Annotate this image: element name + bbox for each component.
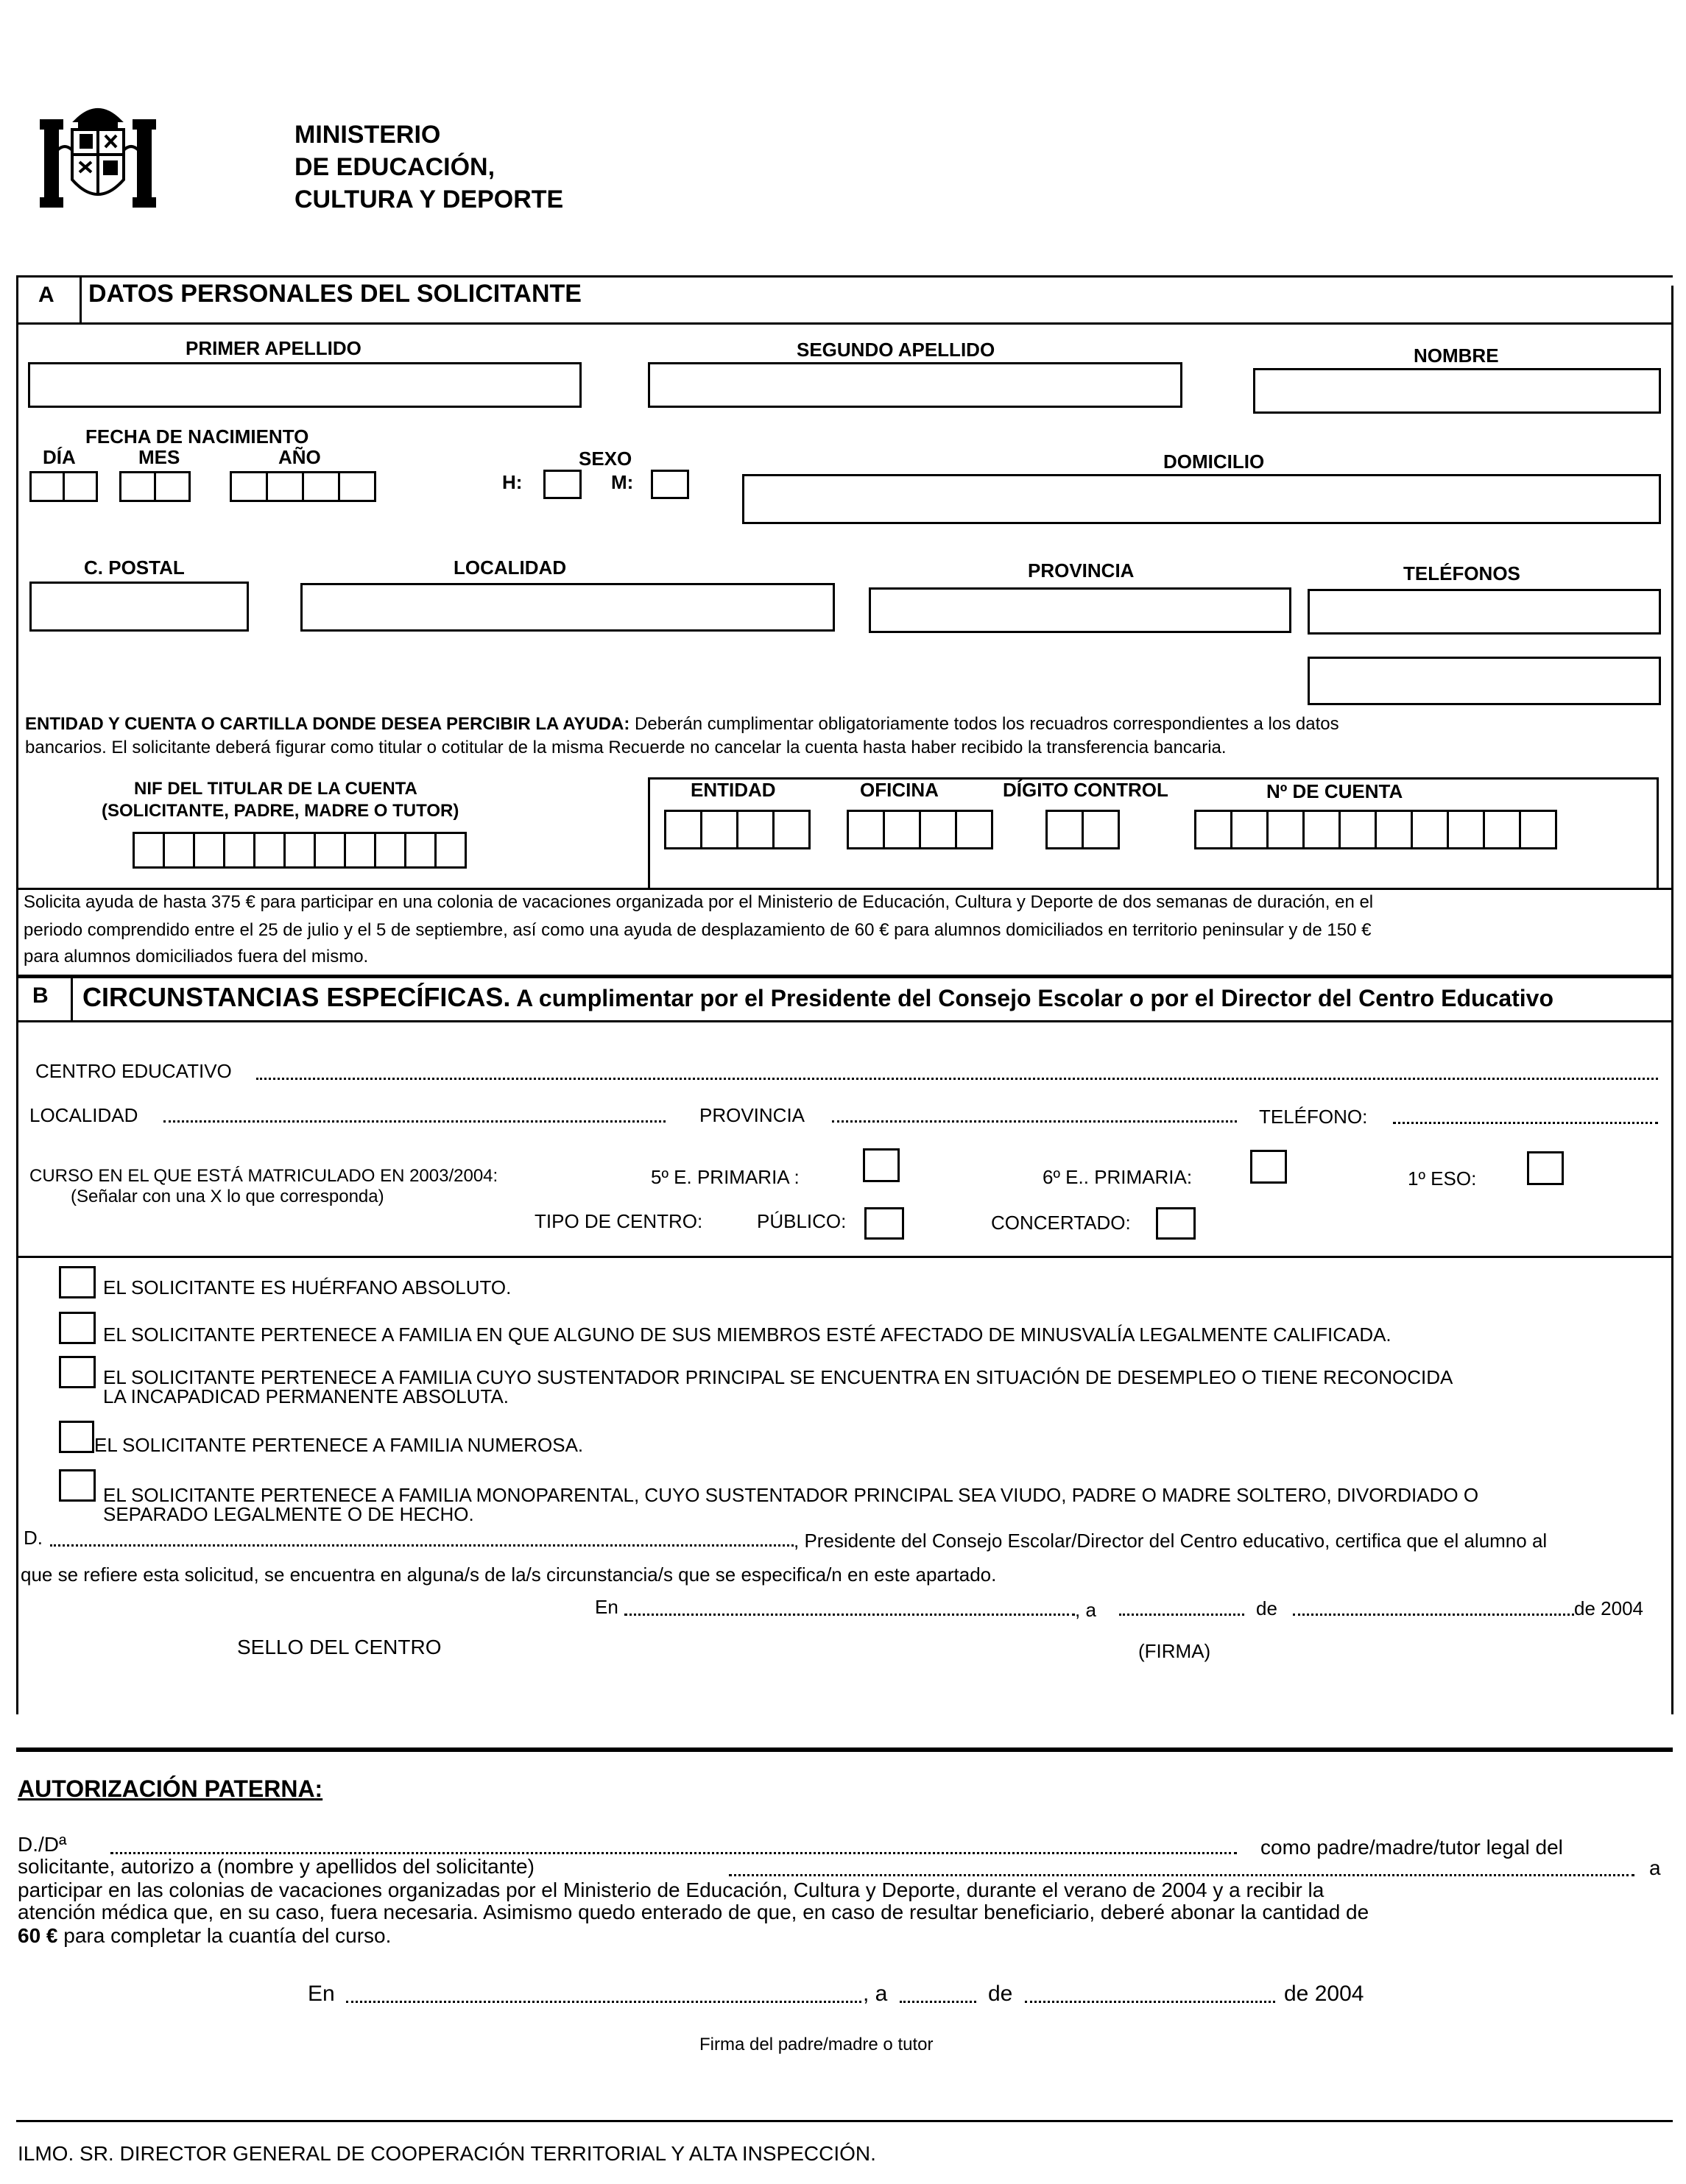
digito-control-cell[interactable] — [1045, 810, 1084, 849]
mes-cell[interactable] — [154, 471, 191, 502]
telefono2-field[interactable] — [1308, 657, 1661, 705]
en-b-label: En — [595, 1596, 618, 1618]
autorizacion-title: AUTORIZACIÓN PATERNA: — [18, 1775, 323, 1802]
entidad-cell[interactable] — [700, 810, 738, 849]
primaria5-checkbox[interactable] — [863, 1148, 900, 1182]
eso1-checkbox[interactable] — [1527, 1151, 1564, 1185]
circ3-label-line1: EL SOLICITANTE PERTENECE A FAMILIA CUYO SUSTENTADOR PRINCIPAL SE ENCUENTRA EN SITUACIÓN DE DESEMPLEO O TIENE RECONOCIDA — [103, 1366, 1453, 1388]
coat-of-arms-icon — [35, 99, 161, 216]
auth-line3: participar en las colonias de vacaciones organizadas por el Ministerio de Educación, Cultura y Deporte, durante el verano de 2004 y a recibir la — [18, 1879, 1325, 1901]
sexo-h-checkbox[interactable] — [543, 470, 582, 499]
oficina-cells[interactable] — [847, 810, 991, 849]
localidad-label: LOCALIDAD — [454, 556, 567, 579]
solicita-line1: Solicita ayuda de hasta 375 € para participar en una colonia de vacaciones organizada por el Ministerio de Educación, Cultura y Deporte de dos semanas de duración, en el — [24, 892, 1374, 912]
circ1-checkbox[interactable] — [59, 1266, 96, 1298]
telefono-b-label: TELÉFONO: — [1259, 1106, 1368, 1128]
autorizo-label: solicitante, autorizo a (nombre y apellidos del solicitante) — [18, 1855, 535, 1878]
anio-cells[interactable] — [230, 471, 374, 502]
n-cuenta-cell[interactable] — [1194, 810, 1232, 849]
primer-apellido-field[interactable] — [28, 362, 582, 408]
sexo-m-checkbox[interactable] — [651, 470, 689, 499]
anio-cell[interactable] — [230, 471, 268, 502]
entidad-label: ENTIDAD — [691, 779, 776, 801]
bank-frame-right — [1657, 777, 1659, 888]
section-a-top-line — [16, 275, 1673, 278]
ministry-line3: CULTURA Y DEPORTE — [294, 185, 564, 213]
auth-line4: atención médica que, en su caso, fuera necesaria. Asimismo quedo enterado de que, en caso de resultar beneficiario, deberé abonar la cantidad de — [18, 1901, 1369, 1923]
parent-name-line[interactable] — [110, 1852, 1237, 1854]
n-cuenta-cells[interactable] — [1194, 810, 1555, 849]
circ2-checkbox[interactable] — [59, 1312, 96, 1344]
nif-label-line2: (SOLICITANTE, PADRE, MADRE O TUTOR) — [102, 801, 459, 821]
firma-auth-label: Firma del padre/madre o tutor — [699, 2035, 934, 2054]
bank-frame-left — [648, 777, 650, 888]
provincia-b-line[interactable] — [832, 1120, 1237, 1123]
section-b-top-line — [16, 975, 1673, 978]
sello-label: SELLO DEL CENTRO — [237, 1636, 442, 1658]
autorizacion-top-line — [16, 1747, 1673, 1752]
primaria6-checkbox[interactable] — [1250, 1150, 1287, 1184]
section-b-letter: B — [32, 983, 49, 1008]
nif-cell[interactable] — [314, 832, 346, 869]
telefono1-field[interactable] — [1308, 589, 1661, 635]
nif-label-line1: NIF DEL TITULAR DE LA CUENTA — [134, 779, 417, 799]
eso1-label: 1º ESO: — [1408, 1167, 1477, 1190]
oficina-cell[interactable] — [955, 810, 993, 849]
solicita-line3: para alumnos domiciliados fuera del mismo. — [24, 947, 369, 966]
n-cuenta-cell[interactable] — [1483, 810, 1521, 849]
nif-cell[interactable] — [404, 832, 437, 869]
domicilio-field[interactable] — [742, 474, 1661, 524]
oficina-cell[interactable] — [883, 810, 921, 849]
a-b-label: , a — [1075, 1599, 1096, 1621]
n-cuenta-cell[interactable] — [1338, 810, 1377, 849]
centro-educativo-line[interactable] — [256, 1078, 1658, 1080]
d-rest-b: , Presidente del Consejo Escolar/Director del Centro educativo, certifica que el alumno al — [794, 1530, 1548, 1552]
primer-apellido-label: PRIMER APELLIDO — [186, 337, 361, 359]
de-year-b-label: de 2004 — [1574, 1597, 1643, 1619]
sexo-h-label: H: — [502, 471, 523, 493]
entidad-cells[interactable] — [664, 810, 808, 849]
concertado-label: CONCERTADO: — [991, 1212, 1131, 1234]
nif-cell[interactable] — [374, 832, 406, 869]
form-frame-right — [1671, 286, 1673, 1714]
circ5-label-line2: SEPARADO LEGALMENTE O DE HECHO. — [103, 1503, 474, 1525]
oficina-cell[interactable] — [847, 810, 885, 849]
d-line2-b: que se refiere esta solicitud, se encuentra en alguna/s de la/s circunstancia/s que se especifica/n en este apartado. — [21, 1563, 997, 1586]
provincia-label: PROVINCIA — [1028, 559, 1135, 582]
nif-cell[interactable] — [253, 832, 286, 869]
segundo-apellido-field[interactable] — [648, 362, 1182, 408]
ministry-line1: MINISTERIO — [294, 121, 441, 149]
fecha-nacimiento-label: FECHA DE NACIMIENTO — [85, 425, 309, 448]
n-cuenta-cell[interactable] — [1411, 810, 1449, 849]
n-cuenta-label: Nº DE CUENTA — [1266, 780, 1403, 802]
nif-cell[interactable] — [163, 832, 195, 869]
circ3-checkbox[interactable] — [59, 1356, 96, 1388]
primaria6-label: 6º E.. PRIMARIA: — [1043, 1166, 1193, 1188]
section-b-letter-divider — [71, 976, 73, 1022]
c-postal-label: C. POSTAL — [84, 556, 185, 579]
circ5-label-line1: EL SOLICITANTE PERTENECE A FAMILIA MONOPARENTAL, CUYO SUSTENTADOR PRINCIPAL SEA VIUDO, PADRE O MADRE SOLTERO, DIVORDIADO O — [103, 1484, 1479, 1506]
en-auth-line[interactable] — [346, 2001, 861, 2003]
nombre-field[interactable] — [1253, 368, 1661, 414]
localidad-b-label: LOCALIDAD — [29, 1104, 138, 1126]
section-b-title: CIRCUNSTANCIAS ESPECÍFICAS. A cumplimentar por el Presidente del Consejo Escolar o por el Director del Centro Educativo — [82, 982, 1554, 1012]
circ5-checkbox[interactable] — [59, 1469, 96, 1502]
oficina-label: OFICINA — [860, 779, 939, 801]
centro-educativo-label: CENTRO EDUCATIVO — [35, 1060, 232, 1082]
de-auth-line[interactable] — [1025, 2001, 1275, 2003]
digito-control-label: DÍGITO CONTROL — [1003, 779, 1168, 801]
section-a-title: DATOS PERSONALES DEL SOLICITANTE — [88, 280, 582, 308]
anio-cell[interactable] — [338, 471, 376, 502]
n-cuenta-cell[interactable] — [1302, 810, 1341, 849]
form-frame-left — [16, 275, 18, 1714]
n-cuenta-cell[interactable] — [1447, 810, 1485, 849]
a-b-line[interactable] — [1119, 1614, 1244, 1616]
sexo-label: SEXO — [579, 448, 632, 470]
a-auth-line[interactable] — [900, 2001, 976, 2003]
firma-b-label: (FIRMA) — [1138, 1640, 1211, 1662]
circ4-checkbox[interactable] — [59, 1421, 94, 1453]
director-name-line[interactable] — [50, 1544, 794, 1547]
solicita-line2: periodo comprendido entre el 25 de julio y el 5 de septiembre, así como una ayuda de desplazamiento de 60 € para alumnos domiciliados en territorio peninsular y de 150 € — [24, 920, 1372, 940]
addressee: ILMO. SR. DIRECTOR GENERAL DE COOPERACIÓN TERRITORIAL Y ALTA INSPECCIÓN. — [18, 2142, 876, 2165]
concertado-checkbox[interactable] — [1156, 1207, 1196, 1240]
localidad-field[interactable] — [300, 583, 835, 632]
n-cuenta-cell[interactable] — [1266, 810, 1305, 849]
como-label: como padre/madre/tutor legal del — [1260, 1836, 1563, 1859]
autorizo-a-label: a — [1649, 1856, 1661, 1879]
a-auth-label: , a — [863, 1982, 888, 2006]
sexo-m-label: M: — [611, 471, 634, 493]
anio-cell[interactable] — [302, 471, 340, 502]
section-a-header-bottom — [16, 322, 1673, 325]
circ4-label: EL SOLICITANTE PERTENECE A FAMILIA NUMEROSA. — [94, 1434, 584, 1456]
telefono-b-line[interactable] — [1393, 1122, 1658, 1124]
digito-control-cells[interactable] — [1045, 810, 1118, 849]
nif-cell[interactable] — [193, 832, 225, 869]
n-cuenta-cell[interactable] — [1375, 810, 1413, 849]
circ1-label: EL SOLICITANTE ES HUÉRFANO ABSOLUTO. — [103, 1276, 512, 1298]
anio-label: AÑO — [278, 446, 321, 468]
nombre-label: NOMBRE — [1414, 344, 1499, 367]
entidad-cell[interactable] — [736, 810, 775, 849]
tipo-centro-label: TIPO DE CENTRO: — [535, 1210, 703, 1232]
dia-cells[interactable] — [29, 471, 96, 502]
nif-cell[interactable] — [283, 832, 316, 869]
entidad-cell[interactable] — [772, 810, 811, 849]
nif-cell[interactable] — [344, 832, 376, 869]
mes-cell[interactable] — [119, 471, 156, 502]
nif-cell[interactable] — [223, 832, 255, 869]
segundo-apellido-label: SEGUNDO APELLIDO — [797, 339, 995, 361]
nif-cell[interactable] — [434, 832, 467, 869]
localidad-b-line[interactable] — [163, 1120, 666, 1123]
mes-cells[interactable] — [119, 471, 188, 502]
domicilio-label: DOMICILIO — [1163, 450, 1265, 473]
bank-intro-line2: bancarios. El solicitante deberá figurar como titular o cotitular de la misma Recuerde no cancelar la cuenta hasta haber recibido la transferencia bancaria. — [25, 738, 1227, 757]
d-prefix-b: D. — [24, 1527, 43, 1549]
section-a-letter: A — [38, 283, 54, 307]
mes-label: MES — [138, 446, 180, 468]
bank-intro-line1: ENTIDAD Y CUENTA O CARTILLA DONDE DESEA PERCIBIR LA AYUDA: Deberán cumplimentar obligatoriamente todos los recuadros correspondientes a los datos — [25, 714, 1339, 734]
telefonos-label: TELÉFONOS — [1403, 562, 1520, 584]
de-auth-label: de — [988, 1982, 1013, 2006]
de-b-line[interactable] — [1293, 1614, 1574, 1616]
en-auth-label: En — [308, 1982, 335, 2006]
provincia-b-label: PROVINCIA — [699, 1104, 805, 1126]
dia-label: DÍA — [43, 446, 76, 468]
circumstances-top-line — [16, 1256, 1673, 1258]
form-frame-bottom — [16, 2120, 1673, 2122]
curso-hint: (Señalar con una X lo que corresponda) — [71, 1187, 384, 1206]
auth-line5: 60 € para completar la cuantía del curso. — [18, 1924, 392, 1947]
c-postal-field[interactable] — [29, 582, 249, 632]
circ3-label-line2: LA INCAPADICAD PERMANENTE ABSOLUTA. — [103, 1385, 509, 1407]
n-cuenta-cell[interactable] — [1519, 810, 1557, 849]
n-cuenta-cell[interactable] — [1230, 810, 1269, 849]
curso-label: CURSO EN EL QUE ESTÁ MATRICULADO EN 2003/2004: — [29, 1166, 498, 1186]
applicant-name-line[interactable] — [729, 1874, 1634, 1876]
de-b-label: de — [1256, 1597, 1277, 1619]
primaria5-label: 5º E. PRIMARIA : — [651, 1166, 800, 1188]
section-a-letter-divider — [80, 275, 82, 324]
anio-cell[interactable] — [266, 471, 304, 502]
nif-cell[interactable] — [133, 832, 165, 869]
nif-cells[interactable] — [133, 832, 465, 869]
dia-cell[interactable] — [29, 471, 65, 502]
publico-checkbox[interactable] — [864, 1207, 904, 1240]
ministry-line2: DE EDUCACIÓN, — [294, 153, 495, 181]
digito-control-cell[interactable] — [1082, 810, 1120, 849]
dia-cell[interactable] — [63, 471, 98, 502]
de-year-auth-label: de 2004 — [1284, 1982, 1364, 2006]
circ2-label: EL SOLICITANTE PERTENECE A FAMILIA EN QUE ALGUNO DE SUS MIEMBROS ESTÉ AFECTADO DE MINUSVALÍA LEGALMENTE CALIFICADA. — [103, 1324, 1392, 1346]
publico-label: PÚBLICO: — [757, 1210, 847, 1232]
provincia-field[interactable] — [869, 587, 1291, 633]
solicita-top-line — [16, 888, 1673, 890]
section-b-header-bottom — [16, 1020, 1673, 1022]
en-b-line[interactable] — [624, 1614, 1075, 1616]
entidad-cell[interactable] — [664, 810, 702, 849]
oficina-cell[interactable] — [919, 810, 957, 849]
d-prefix-auth: D./Dª — [18, 1833, 67, 1856]
